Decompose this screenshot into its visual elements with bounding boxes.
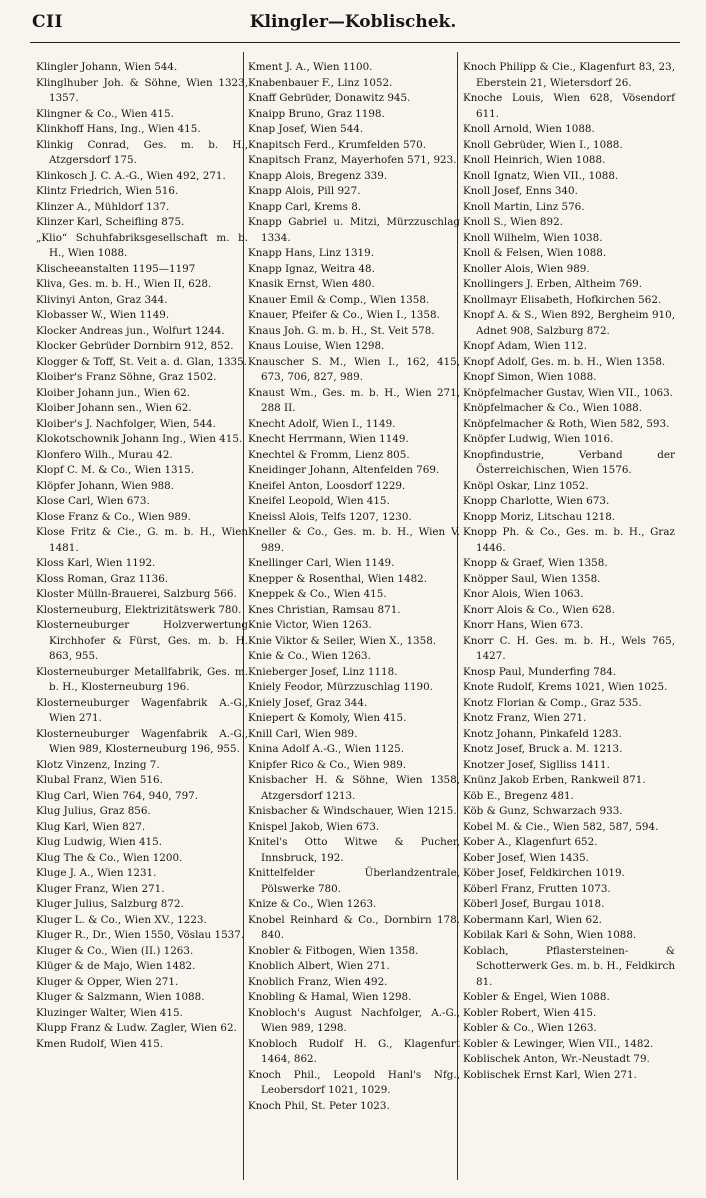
directory-entry: Klug Karl, Wien 827. <box>36 820 146 833</box>
directory-entry: Kliva, Ges. m. b. H., Wien II, 628. <box>36 278 212 290</box>
directory-entry: Knapp Hans, Linz 1319. <box>248 247 375 259</box>
directory-entry: Klivinyi Anton, Graz 344. <box>36 293 168 306</box>
directory-entry: Klischeeanstalten 1195—1197 <box>36 262 196 275</box>
directory-entry: Klintz Friedrich, Wien 516. <box>36 185 179 197</box>
directory-entry: Köb E., Bregenz 481. <box>463 789 574 802</box>
directory-entry: Kneissl Alois, Telfs 1207, 1230. <box>248 510 412 523</box>
directory-entry: Klug Julius, Graz 856. <box>36 805 151 817</box>
directory-entry: Knapitsch Ferd., Krumfelden 570. <box>248 138 426 151</box>
directory-entry: Knotz Franz, Wien 271. <box>463 712 587 724</box>
directory-entry: Kluger Julius, Salzburg 872. <box>36 898 184 910</box>
directory-entry: Kober A., Klagenfurt 652. <box>463 836 598 848</box>
directory-entry: Knopfindustrie, Verband der Österreichischen, Wien 1576. <box>463 448 675 476</box>
directory-entry: Knapp Carl, Krems 8. <box>248 200 362 213</box>
directory-entry: Klug Ludwig, Wien 415. <box>36 836 162 848</box>
directory-entry: Knapp Alois, Bregenz 339. <box>248 169 388 182</box>
directory-entry: Klosterneuburger Metallfabrik, Ges. m. b. H., Klosterneuburg 196. <box>36 665 248 693</box>
directory-entry: Knapitsch Franz, Mayerhofen 571, 923. <box>248 154 457 166</box>
directory-entry: Knöpfer Ludwig, Wien 1016. <box>463 433 614 445</box>
directory-column-1 <box>36 60 248 1052</box>
directory-entry: Knepper & Rosenthal, Wien 1482. <box>248 572 428 585</box>
directory-entry: Knobloch's August Nachfolger, A.-G., Wien 989, 1298. <box>248 1006 460 1034</box>
directory-entry: Kluger L. & Co., Wien XV., 1223. <box>36 913 207 926</box>
directory-entry: Knie & Co., Wien 1263. <box>248 650 371 662</box>
directory-entry: Knobling & Hamal, Wien 1298. <box>248 991 412 1003</box>
directory-entry: Knoll Gebrüder, Wien I., 1088. <box>463 138 623 151</box>
directory-entry: Knieberger Josef, Linz 1118. <box>248 665 398 678</box>
directory-entry: Klocker Gebrüder Dornbirn 912, 852. <box>36 340 234 352</box>
directory-entry: Klopf C. M. & Co., Wien 1315. <box>36 464 195 476</box>
directory-entry: Klose Franz & Co., Wien 989. <box>36 510 191 523</box>
directory-entry: Knöpfelmacher & Roth, Wien 582, 593. <box>463 417 670 430</box>
directory-entry: Knie Viktor & Seiler, Wien X., 1358. <box>248 634 437 647</box>
directory-entry: Klüger & de Majo, Wien 1482. <box>36 960 196 972</box>
directory-entry: Kloiber Johann sen., Wien 62. <box>36 402 192 414</box>
directory-entry: Kluger & Opper, Wien 271. <box>36 975 179 988</box>
directory-entry: Knoll Josef, Enns 340. <box>463 185 578 197</box>
directory-entry: Kloiber's Franz Söhne, Graz 1502. <box>36 371 217 383</box>
directory-entry: Knoche Louis, Wien 628, Vösendorf 611. <box>463 92 675 120</box>
directory-entry: Köberl Franz, Frutten 1073. <box>463 882 611 895</box>
directory-entry: Knaipp Bruno, Graz 1198. <box>248 107 385 120</box>
directory-entry: Knapp Gabriel u. Mitzi, Mürzzuschlag 1334. <box>248 216 460 244</box>
directory-entry: Kneidinger Johann, Altenfelden 769. <box>248 464 440 476</box>
directory-entry: Knöpl Oskar, Linz 1052. <box>463 479 589 492</box>
directory-entry: Kniepert & Komoly, Wien 415. <box>248 712 407 724</box>
directory-entry: Kloss Roman, Graz 1136. <box>36 572 169 585</box>
directory-entry: Knünz Jakob Erben, Rankweil 871. <box>463 774 646 786</box>
directory-entry: Kober Josef, Wien 1435. <box>463 851 589 864</box>
directory-entry: Kneller & Co., Ges. m. b. H., Wien V. 989. <box>248 526 460 554</box>
directory-entry: Klosterneuburger Wagenfabrik A.-G., Wien 271. <box>36 696 248 724</box>
directory-entry: Knobel Reinhard & Co., Dornbirn 178. 840. <box>248 913 460 941</box>
directory-entry: Knechtel & Fromm, Lienz 805. <box>248 448 410 461</box>
directory-entry: Knoller Alois, Wien 989. <box>463 262 590 275</box>
directory-entry: Kneifel Leopold, Wien 415. <box>248 495 390 507</box>
directory-entry: Knoch Phil, St. Peter 1023. <box>248 1099 390 1112</box>
directory-entry: Köberl Josef, Burgau 1018. <box>463 898 605 910</box>
directory-entry: „Klio“ Schuhfabriksgesellschaft m. b. H., Wien 1088. <box>36 231 248 259</box>
directory-entry: Köb & Gunz, Schwarzach 933. <box>463 805 623 817</box>
directory-entry: Klubal Franz, Wien 516. <box>36 774 163 786</box>
directory-entry: Knoll Wilhelm, Wien 1038. <box>463 231 603 244</box>
directory-entry: Knöpper Saul, Wien 1358. <box>463 572 601 585</box>
directory-entry: Knoll Heinrich, Wien 1088. <box>463 154 606 166</box>
directory-entry: Klinkhoff Hans, Ing., Wien 415. <box>36 123 201 135</box>
directory-entry: Knopp Ph. & Co., Ges. m. b. H., Graz 1446. <box>463 526 675 554</box>
directory-entry: Kluger & Co., Wien (II.) 1263. <box>36 944 194 957</box>
directory-entry: Knoll Martin, Linz 576. <box>463 200 585 213</box>
directory-column-2 <box>248 60 460 1114</box>
directory-entry: Knie Victor, Wien 1263. <box>248 619 372 631</box>
directory-entry: Knor Alois, Wien 1063. <box>463 588 584 600</box>
directory-entry: Knopf Simon, Wien 1088. <box>463 371 597 383</box>
directory-entry: Koblischek Ernst Karl, Wien 271. <box>463 1068 637 1081</box>
directory-entry: Kobler & Engel, Wien 1088. <box>463 991 610 1003</box>
directory-entry: Klupp Franz & Ludw. Zagler, Wien 62. <box>36 1022 237 1034</box>
directory-entry: Knisbacher & Windschauer, Wien 1215. <box>248 805 457 817</box>
directory-entry: Knobloch Rudolf H. G., Klagenfurt 1464, 862. <box>248 1037 460 1065</box>
directory-entry: Klosterneuburg, Elektrizitätswerk 780. <box>36 603 242 616</box>
directory-entry: Knoch Philipp & Cie., Klagenfurt 83, 23, Eberstein 21, Wietersdorf 26. <box>463 61 675 89</box>
directory-entry: Kobel M. & Cie., Wien 582, 587, 594. <box>463 820 659 833</box>
directory-entry: Klonfero Wilh., Murau 42. <box>36 448 173 461</box>
directory-entry: Kluge J. A., Wien 1231. <box>36 867 157 879</box>
directory-entry: Klokotschownik Johann Ing., Wien 415. <box>36 433 243 445</box>
directory-entry: Knopp Moriz, Litschau 1218. <box>463 510 616 523</box>
directory-entry: Klug The & Co., Wien 1200. <box>36 851 183 864</box>
directory-entry: Klinglhuber Joh. & Söhne, Wien 1323, 1357. <box>36 76 248 104</box>
directory-entry: Knopf Adam, Wien 112. <box>463 340 587 352</box>
directory-entry: Knoch Phil., Leopold Hanl's Nfg., Leobersdorf 1021, 1029. <box>248 1068 460 1096</box>
directory-entry: Knauer Emil & Comp., Wien 1358. <box>248 293 430 306</box>
directory-entry: Kobler & Co., Wien 1263. <box>463 1022 597 1034</box>
directory-entry: Klotz Vinzenz, Inzing 7. <box>36 758 160 771</box>
directory-entry: Klingler Johann, Wien 544. <box>36 61 178 73</box>
directory-entry: Kluger R., Dr., Wien 1550, Vöslau 1537. <box>36 929 245 941</box>
directory-entry: Kniely Feodor, Mürzzuschlag 1190. <box>248 681 433 693</box>
directory-entry: Knopp Charlotte, Wien 673. <box>463 495 610 507</box>
directory-entry: Kobler & Lewinger, Wien VII., 1482. <box>463 1037 654 1050</box>
directory-entry: Klinkosch J. C. A.-G., Wien 492, 271. <box>36 169 226 182</box>
directory-entry: Knotzer Josef, Siglliss 1411. <box>463 758 610 771</box>
directory-entry: Kloss Karl, Wien 1192. <box>36 557 156 569</box>
directory-entry: Knorr C. H. Ges. m. b. H., Wels 765, 1427. <box>463 634 675 662</box>
directory-entry: Klocker Andreas jun., Wolfurt 1244. <box>36 324 225 337</box>
directory-entry: Knize & Co., Wien 1263. <box>248 898 377 910</box>
directory-entry: Knaus Joh. G. m. b. H., St. Veit 578. <box>248 324 435 337</box>
directory-entry: Knoll S., Wien 892. <box>463 216 563 228</box>
directory-entry: Kloiber Johann jun., Wien 62. <box>36 386 191 399</box>
directory-entry: Klinzer A., Mühldorf 137. <box>36 200 170 213</box>
directory-entry: Kluger & Salzmann, Wien 1088. <box>36 991 205 1003</box>
directory-entry: Knecht Adolf, Wien I., 1149. <box>248 417 396 430</box>
directory-entry: Knorr Alois & Co., Wien 628. <box>463 603 615 616</box>
directory-entry: Knorr Hans, Wien 673. <box>463 619 584 631</box>
directory-entry: Knopp & Graef, Wien 1358. <box>463 557 608 569</box>
directory-entry: Koblischek Anton, Wr.-Neustadt 79. <box>463 1053 650 1065</box>
directory-entry: Knopf A. & S., Wien 892, Bergheim 910, Adnet 908, Salzburg 872. <box>463 309 675 337</box>
directory-entry: Kobilak Karl & Sohn, Wien 1088. <box>463 929 637 941</box>
directory-entry: Knill Carl, Wien 989. <box>248 727 358 740</box>
directory-entry: Knapp Ignaz, Weitra 48. <box>248 262 375 275</box>
directory-entry: Knaff Gebrüder, Donawitz 945. <box>248 92 411 104</box>
directory-entry: Knollmayr Elisabeth, Hofkirchen 562. <box>463 293 662 306</box>
directory-entry: Knellinger Carl, Wien 1149. <box>248 557 395 569</box>
directory-entry: Knotz Josef, Bruck a. M. 1213. <box>463 743 623 755</box>
directory-entry: Klöpfer Johann, Wien 988. <box>36 479 175 492</box>
directory-entry: Knöpfelmacher & Co., Wien 1088. <box>463 402 643 414</box>
directory-entry: Köber Josef, Feldkirchen 1019. <box>463 867 625 879</box>
directory-entry: Knoll Arnold, Wien 1088. <box>463 123 595 135</box>
directory-entry: Knoll & Felsen, Wien 1088. <box>463 247 607 259</box>
directory-entry: Klinkig Conrad, Ges. m. b. H., Atzgersdorf 175. <box>36 138 248 166</box>
directory-entry: Knittelfelder Überlandzentrale, Pölswerke 780. <box>248 867 460 895</box>
directory-entry: Kment J. A., Wien 1100. <box>248 61 373 73</box>
directory-entry: Knasik Ernst, Wien 480. <box>248 278 375 290</box>
directory-entry: Knaus Louise, Wien 1298. <box>248 340 385 352</box>
directory-entry: Klosterneuburger Holzverwertung Kirchhofer & Fürst, Ges. m. b. H. 863, 955. <box>36 619 248 662</box>
directory-entry: Knispel Jakob, Wien 673. <box>248 820 380 833</box>
directory-entry: Knobler & Fitbogen, Wien 1358. <box>248 944 419 957</box>
header-rule <box>30 42 680 43</box>
directory-entry: Klobasser W., Wien 1149. <box>36 309 170 321</box>
directory-entry: Knabenbauer F., Linz 1052. <box>248 76 393 89</box>
directory-entry: Knaust Wm., Ges. m. b. H., Wien 271, 288 II. <box>248 386 460 414</box>
directory-entry: Knotz Florian & Comp., Graz 535. <box>463 696 642 709</box>
directory-entry: Knitel's Otto Witwe & Pucher, Innsbruck, 192. <box>248 836 460 864</box>
directory-entry: Klose Fritz & Cie., G. m. b. H., Wien 1481. <box>36 526 248 554</box>
directory-entry: Knauer, Pfeifer & Co., Wien I., 1358. <box>248 309 440 321</box>
directory-entry: Klug Carl, Wien 764, 940, 797. <box>36 789 199 802</box>
directory-entry: Kloster Mülln-Brauerei, Salzburg 566. <box>36 588 237 600</box>
directory-entry: Knote Rudolf, Krems 1021, Wien 1025. <box>463 681 668 693</box>
directory-entry: Knöpfelmacher Gustav, Wien VII., 1063. <box>463 386 673 399</box>
directory-entry: Knoblich Albert, Wien 271. <box>248 960 390 972</box>
directory-entry: Kneppek & Co., Wien 415. <box>248 588 387 600</box>
directory-column-3 <box>463 60 675 1083</box>
directory-entry: Knosp Paul, Munderfing 784. <box>463 665 617 678</box>
directory-entry: Knipfer Rico & Co., Wien 989. <box>248 758 407 771</box>
directory-entry: Klosterneuburger Wagenfabrik A.-G., Wien 989, Klosterneuburg 196, 955. <box>36 727 248 755</box>
directory-entry: Knopf Adolf, Ges. m. b. H., Wien 1358. <box>463 355 666 368</box>
directory-entry: Knoblich Franz, Wien 492. <box>248 975 388 988</box>
directory-entry: Kniely Josef, Graz 344. <box>248 696 368 709</box>
directory-entry: Knoll Ignatz, Wien VII., 1088. <box>463 169 619 182</box>
directory-entry: Kluzinger Walter, Wien 415. <box>36 1006 183 1019</box>
directory-entry: Knotz Johann, Pinkafeld 1283. <box>463 727 622 740</box>
page-title: Klingler—Koblischek. <box>249 12 457 32</box>
directory-entry: Knapp Alois, Pill 927. <box>248 185 361 197</box>
directory-entry: Knes Christian, Ramsau 871. <box>248 603 401 616</box>
directory-entry: Klingner & Co., Wien 415. <box>36 107 174 120</box>
directory-entry: Knecht Herrmann, Wien 1149. <box>248 433 409 445</box>
directory-entry: Kluger Franz, Wien 271. <box>36 882 165 895</box>
directory-entry: Knap Josef, Wien 544. <box>248 123 364 135</box>
directory-entry: Kneifel Anton, Loosdorf 1229. <box>248 479 406 492</box>
directory-entry: Klose Carl, Wien 673. <box>36 495 150 507</box>
directory-entry: Kobler Robert, Wien 415. <box>463 1006 597 1019</box>
directory-entry: Koblach, Pflastersteinen- & Schotterwerk Ges. m. b. H., Feldkirch 81. <box>463 944 675 988</box>
directory-entry: Knisbacher H. & Söhne, Wien 1358, Atzgersdorf 1213. <box>248 774 460 802</box>
directory-entry: Knina Adolf A.-G., Wien 1125. <box>248 743 405 755</box>
directory-entry: Klogger & Toff, St. Veit a. d. Glan, 1335. <box>36 355 247 368</box>
directory-entry: Knauscher S. M., Wien I., 162, 415, 673, 706, 827, 989. <box>248 355 460 383</box>
directory-entry: Kmen Rudolf, Wien 415. <box>36 1037 164 1050</box>
directory-entry: Kloiber's J. Nachfolger, Wien, 544. <box>36 417 216 430</box>
directory-entry: Kobermann Karl, Wien 62. <box>463 913 602 926</box>
page-number: CII <box>32 12 63 32</box>
directory-entry: Knollingers J. Erben, Altheim 769. <box>463 278 643 290</box>
directory-entry: Klinzer Karl, Scheifling 875. <box>36 216 185 228</box>
